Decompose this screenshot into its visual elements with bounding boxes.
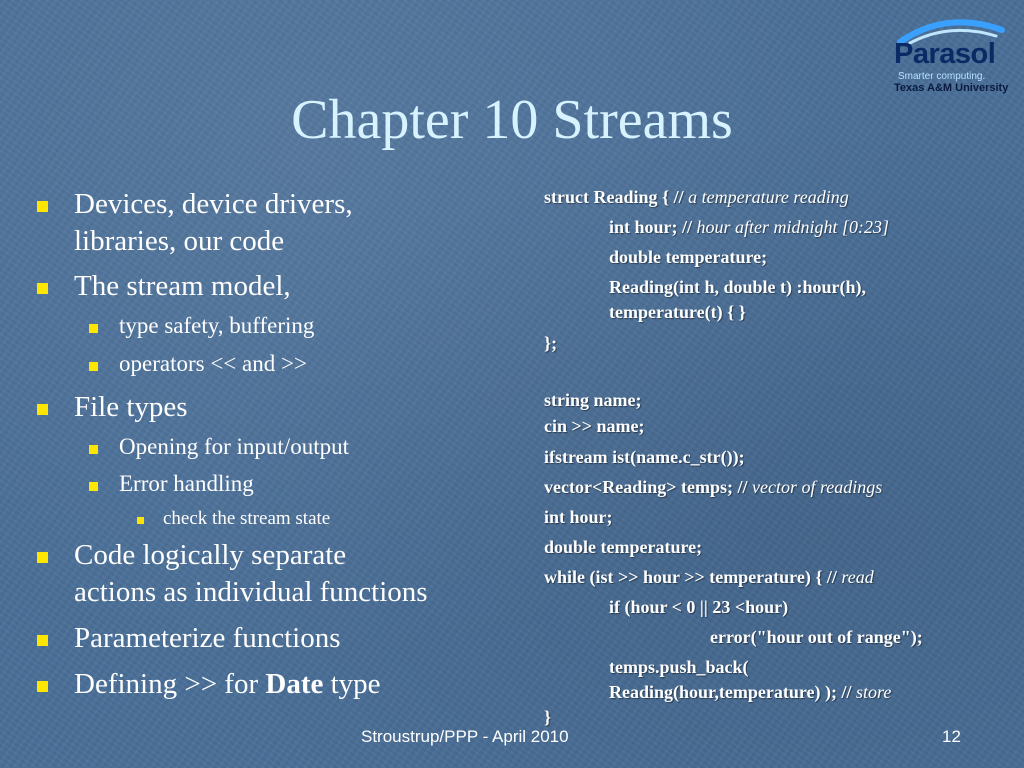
bullet-marker-icon <box>37 552 48 563</box>
code-comment: hour after midnight [0:23] <box>696 217 890 237</box>
slide-title: Chapter 10 Streams <box>291 89 733 151</box>
bullet-marker-icon <box>89 445 98 454</box>
bullet-text <box>119 433 349 461</box>
code-line <box>544 476 882 498</box>
code-comment: store <box>855 682 892 702</box>
bullet-line: Devices, device drivers, <box>74 188 353 220</box>
code-line <box>609 681 891 703</box>
code-line <box>544 415 645 437</box>
bullet-text <box>163 507 330 531</box>
code-text: int hour; // <box>609 217 697 237</box>
code-line <box>609 596 788 618</box>
code-line <box>609 246 767 268</box>
bullet-text <box>119 470 254 498</box>
code-text: temps.push_back( <box>609 657 749 677</box>
code-text: }; <box>544 333 558 353</box>
bullet-marker-icon <box>89 362 98 371</box>
bullet-line: Opening for input/output <box>119 434 349 459</box>
bullet-marker-icon <box>37 283 48 294</box>
bullet-line: check the stream state <box>163 508 331 529</box>
code-text: cin >> name; <box>544 416 645 436</box>
bullet-marker-icon <box>137 517 144 524</box>
code-text: if (hour < 0 || 23 <hour) <box>609 597 789 617</box>
code-line <box>609 656 749 678</box>
page-number: 12 <box>942 727 961 746</box>
code-comment: read <box>841 567 874 587</box>
bullet-text <box>74 620 341 657</box>
code-line <box>544 332 557 354</box>
code-text: vector<Reading> temps; // <box>544 477 752 497</box>
bullet-line: Code logically separate <box>74 539 347 571</box>
code-text: ifstream ist(name.c_str()); <box>544 447 745 467</box>
code-text: temperature(t) { } <box>609 302 746 322</box>
bullet-line: libraries, our code <box>74 225 285 257</box>
bullet-line: The stream model, <box>74 270 291 302</box>
code-text: } <box>544 707 552 727</box>
bullet-line: Error handling <box>119 471 254 496</box>
bullet-text <box>74 666 381 703</box>
code-text: string name; <box>544 390 642 410</box>
logo-brand: Parasol <box>894 38 996 70</box>
bullet-text <box>119 312 314 340</box>
bullet-suffix: type <box>323 668 381 700</box>
bullet-line: File types <box>74 391 188 423</box>
code-line <box>609 301 746 323</box>
bullet-text <box>74 537 428 611</box>
bullet-text <box>119 350 307 378</box>
bullet-text <box>74 389 188 426</box>
logo-org: Texas A&M University <box>894 82 1009 94</box>
parasol-logo <box>888 16 1014 96</box>
bullet-line: operators << and >> <box>119 351 307 376</box>
code-comment: a temperature reading <box>688 187 849 207</box>
code-line <box>710 626 923 648</box>
code-text: Reading(hour,temperature) ); // <box>609 682 856 702</box>
code-text: while (ist >> hour >> temperature) { // <box>544 567 842 587</box>
code-line <box>544 389 642 411</box>
code-line <box>609 216 889 238</box>
bullet-line: Parameterize functions <box>74 622 341 654</box>
bullet-text <box>74 186 353 260</box>
bullet-marker-icon <box>37 404 48 415</box>
code-comment: vector of readings <box>751 477 883 497</box>
bullet-prefix: Defining >> for <box>74 668 266 700</box>
footer-text: Stroustrup/PPP - April 2010 <box>361 727 569 746</box>
code-line <box>544 566 874 588</box>
code-text: double temperature; <box>609 247 768 267</box>
code-text: int hour; <box>544 507 613 527</box>
bullet-marker-icon <box>37 201 48 212</box>
code-line <box>544 706 551 728</box>
bullet-text <box>74 268 291 305</box>
bullet-marker-icon <box>89 482 98 491</box>
code-line <box>609 276 866 298</box>
bullet-line: type safety, buffering <box>119 313 315 338</box>
bullet-marker-icon <box>37 681 48 692</box>
bullet-bold: Date <box>265 668 324 700</box>
bullet-marker-icon <box>89 324 98 333</box>
logo-tagline: Smarter computing. <box>898 71 986 82</box>
code-text: double temperature; <box>544 537 703 557</box>
code-line <box>544 536 702 558</box>
code-text: error("hour out of range"); <box>710 627 923 647</box>
bullet-line: actions as individual functions <box>74 576 428 608</box>
code-text: struct Reading { // <box>544 187 689 207</box>
code-text: Reading(int h, double t) :hour(h), <box>609 277 867 297</box>
code-line <box>544 446 745 468</box>
code-line <box>544 506 613 528</box>
bullet-marker-icon <box>37 635 48 646</box>
code-line <box>544 186 849 208</box>
